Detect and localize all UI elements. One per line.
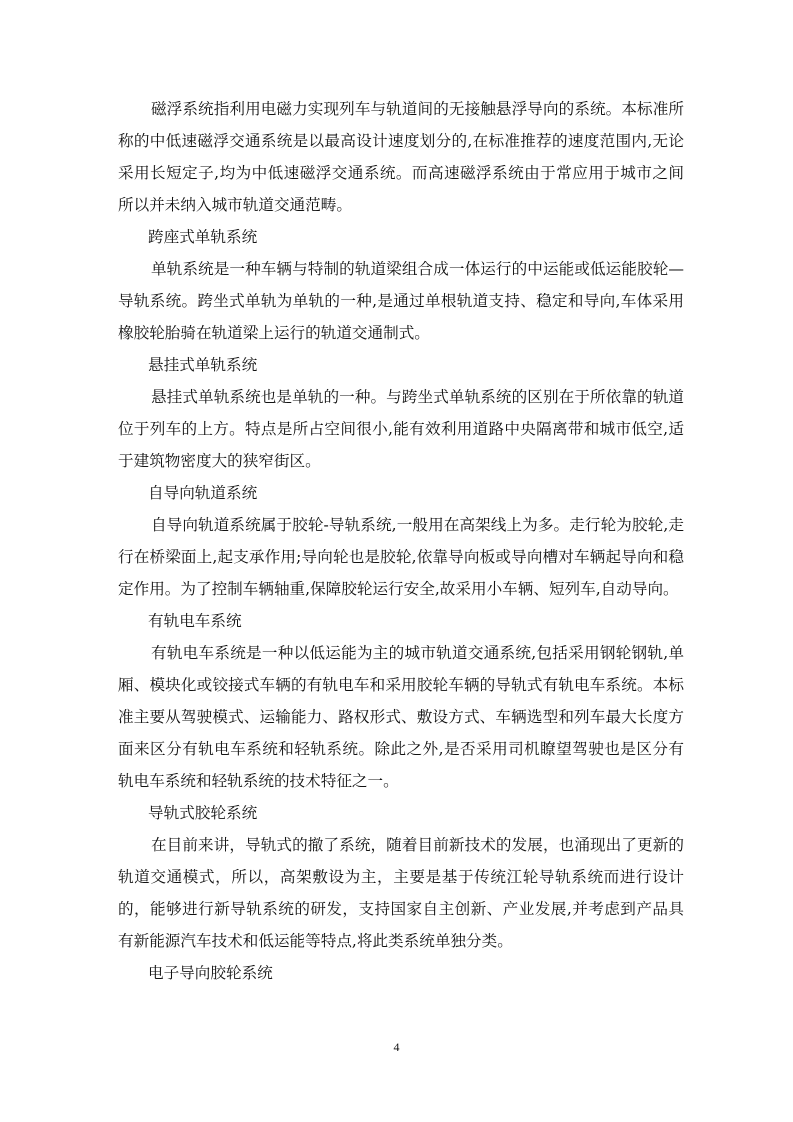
document-body — [118, 93, 684, 989]
section-heading-suspended-monorail: 悬挂式单轨系统 — [148, 356, 258, 374]
section-heading-tram: 有轨电车系统 — [148, 612, 242, 630]
paragraph-guided-rubber-tyre: 在目前来讲，导轨式的撤了系统，随着目前新技术的发展，也涌现出了更新的轨道交通模式，所以，高架敷设为主，主要是基于传统江轮导轨系统而进行设计的，能够进行新导轨系统的研发，支持国家自主创新、产业发展,并考虑到产品具有新能源汽车技术和低运能等特点,将此类系统单独分类。 — [118, 836, 684, 950]
paragraph-maglev: 磁浮系统指利用电磁力实现列车与轨道间的无接触悬浮导向的系统。本标准所称的中低速磁浮交通系统是以最高设计速度划分的,在标准推荐的速度范围内,无论采用长短定子,均为中低速磁浮交通系统。而高速磁浮系统由于常应用于城市之间所以并未纳入城市轨道交通范畴。 — [118, 100, 684, 214]
paragraph-tram: 有轨电车系统是一种以低运能为主的城市轨道交通系统,包括采用钢轮钢轨,单厢、模块化或铰接式车辆的有轨电车和采用胶轮车辆的导轨式有轨电车系统。本标准主要从驾驶模式、运输能力、路权形式、敷设方式、车辆选型和列车最大长度方面来区分有轨电车系统和轻轨系统。除此之外,是否采用司机瞭望驾驶也是区分有轨电车系统和轻轨系统的技术特征之一。 — [118, 644, 684, 790]
section-heading-guided-rubber-tyre: 导轨式胶轮系统 — [148, 804, 258, 822]
page-number: 4 — [393, 1040, 400, 1054]
paragraph-suspended-monorail: 悬挂式单轨系统也是单轨的一种。与跨坐式单轨系统的区别在于所依靠的轨道位于列车的上方。特点是所占空间很小,能有效利用道路中央隔离带和城市低空,适于建筑物密度大的狭窄街区。 — [118, 388, 684, 470]
section-heading-straddle-monorail: 跨座式单轨系统 — [148, 228, 258, 246]
paragraph-self-guided-track: 自导向轨道系统属于胶轮-导轨系统,一般用在高架线上为多。走行轮为胶轮,走行在桥梁面上,起支承作用;导向轮也是胶轮,依靠导向板或导向槽对车辆起导向和稳定作用。为了控制车辆轴重,保障胶轮运行安全,故采用小车辆、短列车,自动导向。 — [118, 516, 684, 598]
section-heading-self-guided-track: 自导向轨道系统 — [148, 484, 258, 502]
section-heading-electronic-guided-rubber-tyre: 电子导向胶轮系统 — [148, 964, 273, 982]
paragraph-straddle-monorail: 单轨系统是一种车辆与特制的轨道梁组合成一体运行的中运能或低运能胶轮—导轨系统。跨坐式单轨为单轨的一种,是通过单根轨道支持、稳定和导向,车体采用橡胶轮胎骑在轨道梁上运行的轨道交通制式。 — [118, 260, 684, 342]
